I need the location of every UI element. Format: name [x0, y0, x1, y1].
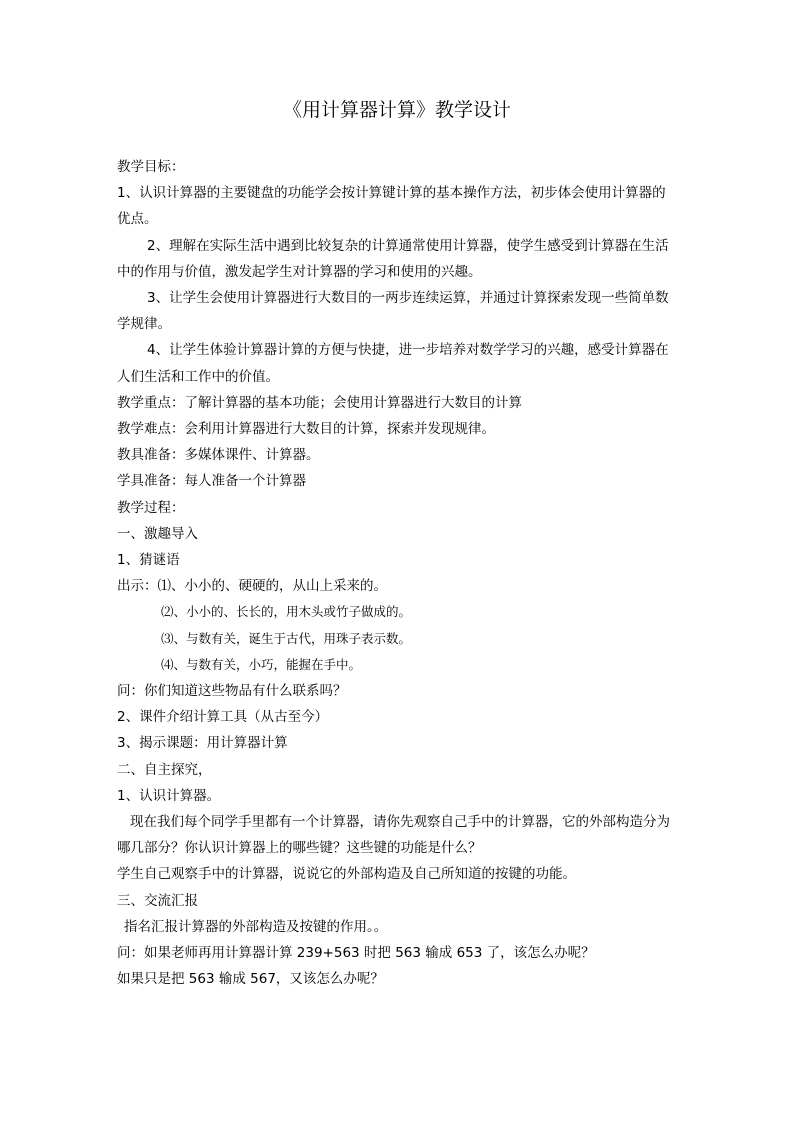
paragraph-2-2: 学生自己观察手中的计算器，说说它的外部构造及自己所知道的按键的功能。 — [117, 866, 576, 883]
process-heading: 教学过程： — [117, 499, 185, 516]
difficulty: 教学难点：会利用计算器进行大数目的计算，探索并发现规律。 — [117, 421, 495, 438]
objective-item-1: 1、认识计算器的主要键盘的功能学会按计算键计算的基本操作方法，初步体会使用计算器的优点。 — [117, 185, 666, 228]
item-1-2: 2、课件介绍计算工具（从古至今） — [117, 709, 329, 726]
question-1: 问：你们知道这些物品有什么联系吗？ — [117, 683, 347, 700]
section-1-heading: 一、激趣导入 — [117, 525, 198, 542]
objective-item-3: 3、让学生会使用计算器进行大数目的一两步连续运算，并通过计算探索发现一些简单数学规律。 — [117, 290, 669, 333]
paragraph-2-1: 现在我们每个同学手里都有一个计算器，请你先观察自己手中的计算器，它的外部构造分为哪几部分？你认识计算器上的哪些键？这些键的功能是什么？ — [117, 814, 670, 857]
paragraph-3-1: 指名汇报计算器的外部构造及按键的作用。。 — [124, 918, 388, 935]
riddle-1: 出示：⑴、小小的、硬硬的，从山上采来的。 — [117, 578, 387, 595]
objectives-heading: 教学目标： — [117, 159, 185, 175]
riddle-3: ⑶、与数有关，诞生于古代，用珠子表示数。 — [161, 630, 412, 646]
objective-item-2: 2、理解在实际生活中遇到比较复杂的计算通常使用计算器，使学生感受到计算器在生活中的作用与价值，激发起学生对计算器的学习和使用的兴趣。 — [117, 237, 669, 280]
item-1-3: 3、揭示课题：用计算器计算 — [117, 735, 288, 752]
section-2-heading: 二、自主探究， — [117, 761, 212, 778]
student-prep: 学具准备：每人准备一个计算器 — [117, 473, 306, 490]
teacher-prep: 教具准备：多媒体课件、计算器。 — [117, 447, 320, 464]
key-point: 教学重点：了解计算器的基本功能；会使用计算器进行大数目的计算 — [117, 394, 522, 411]
riddle-4: ⑷、与数有关，小巧，能握在手中。 — [161, 656, 362, 672]
riddle-2: ⑵、小小的、长长的，用木头或竹子做成的。 — [161, 604, 412, 620]
question-2: 问：如果老师再用计算器计算 239+563 时把 563 输成 653 了，该怎么办呢？ — [117, 945, 595, 962]
item-1-1: 1、猜谜语 — [117, 552, 180, 569]
item-2-1: 1、认识计算器。 — [117, 787, 221, 804]
section-3-heading: 三、交流汇报 — [117, 892, 198, 909]
document-body — [117, 154, 677, 993]
objective-item-4: 4、让学生体验计算器计算的方便与快捷，进一步培养对数学学习的兴趣，感受计算器在人们生活和工作中的价值。 — [117, 342, 669, 385]
document-title: 《用计算器计算》教学设计 — [282, 99, 511, 121]
question-3: 如果只是把 563 输成 567，又该怎么办呢？ — [117, 971, 384, 988]
